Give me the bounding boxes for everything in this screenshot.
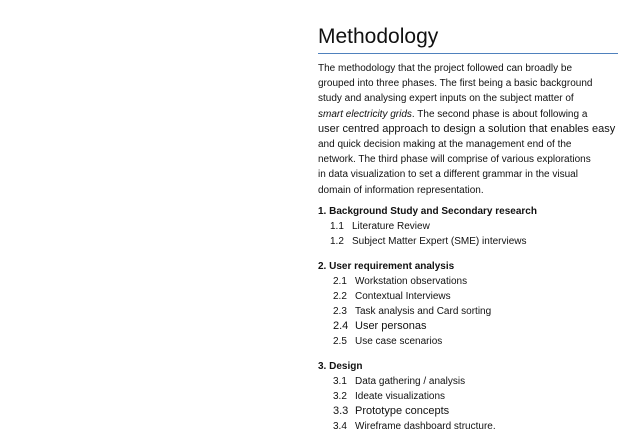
list-item bbox=[318, 404, 618, 419]
item-label: Use case scenarios bbox=[355, 335, 443, 347]
item-number: 3.4 bbox=[333, 420, 347, 432]
list-item bbox=[318, 219, 618, 234]
list-item bbox=[318, 304, 618, 319]
section-background-study bbox=[318, 204, 618, 249]
item-number: 1.2 bbox=[330, 235, 344, 247]
item-number: 2.4 bbox=[333, 319, 349, 332]
list-item bbox=[318, 374, 618, 389]
paragraph-line: user centred approach to design a solution that enables easy bbox=[318, 122, 616, 135]
paragraph-line: grouped into three phases. The first being a basic background bbox=[318, 78, 593, 90]
item-label: Literature Review bbox=[352, 220, 430, 232]
paragraph-line: domain of information representation. bbox=[318, 184, 484, 196]
item-number: 3.1 bbox=[333, 375, 347, 387]
section-heading: 3. Design bbox=[318, 360, 363, 372]
item-number: 2.2 bbox=[333, 290, 347, 302]
item-number: 2.3 bbox=[333, 305, 347, 317]
list-item bbox=[318, 274, 618, 289]
paragraph-line: . The second phase is about following a bbox=[411, 108, 588, 120]
list-item bbox=[318, 389, 618, 404]
list-item bbox=[318, 289, 618, 304]
page-title: Methodology bbox=[318, 25, 439, 48]
item-label: Wireframe dashboard structure. bbox=[355, 420, 496, 432]
item-label: Data gathering / analysis bbox=[355, 375, 466, 387]
methodology-section bbox=[318, 24, 618, 444]
section-user-requirement bbox=[318, 259, 618, 349]
paragraph-line: and quick decision making at the management end of the bbox=[318, 139, 572, 151]
paragraph-line: study and analysing expert inputs on the subject matter of bbox=[318, 93, 574, 105]
section-heading: 2. User requirement analysis bbox=[318, 260, 455, 272]
section-heading: 1. Background Study and Secondary research bbox=[318, 205, 537, 217]
list-item bbox=[318, 419, 618, 434]
section-design bbox=[318, 359, 618, 434]
item-label: Subject Matter Expert (SME) interviews bbox=[352, 235, 527, 247]
list-item bbox=[318, 334, 618, 349]
item-number: 3.2 bbox=[333, 390, 347, 402]
item-number: 3.3 bbox=[333, 404, 349, 417]
item-number: 2.1 bbox=[333, 275, 347, 287]
item-number: 2.5 bbox=[333, 335, 347, 347]
item-label: Task analysis and Card sorting bbox=[355, 305, 492, 317]
list-item bbox=[318, 319, 618, 334]
item-label: Workstation observations bbox=[355, 275, 468, 287]
paragraph-line: in data visualization to set a different grammar in the visual bbox=[318, 169, 578, 181]
item-label: Prototype concepts bbox=[355, 404, 450, 417]
paragraph-line: network. The third phase will comprise of various explorations bbox=[318, 154, 591, 166]
item-label: Ideate visualizations bbox=[355, 390, 446, 402]
intro-paragraph bbox=[318, 61, 618, 198]
item-number: 1.1 bbox=[330, 220, 344, 232]
item-label: Contextual Interviews bbox=[355, 290, 451, 302]
item-label: User personas bbox=[355, 319, 427, 332]
paragraph-line: The methodology that the project followed can broadly be bbox=[318, 63, 573, 74]
list-item bbox=[318, 234, 618, 249]
paragraph-emphasis: smart electricity grids bbox=[318, 108, 412, 120]
title-underline bbox=[318, 53, 618, 54]
